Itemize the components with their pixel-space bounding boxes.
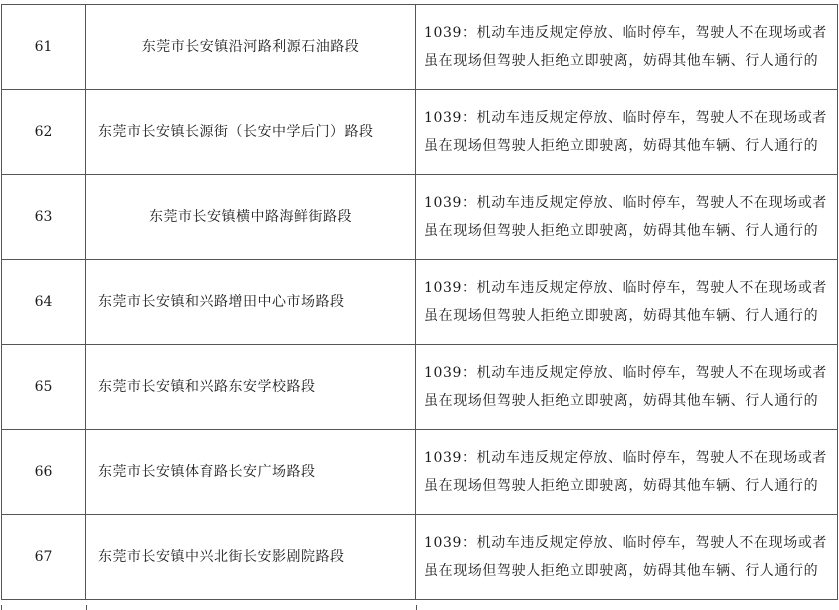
violation-description [416, 345, 838, 430]
table-row [2, 175, 838, 260]
row-number: 65 [2, 345, 86, 430]
violation-text: 1039：机动车违反规定停放、临时停车，驾驶人不在现场或者虽在现场但驾驶人拒绝立即驶离，妨碍其他车辆、行人通行的 [424, 110, 828, 154]
road-section: 东莞市长安镇和兴路东安学校路段 [86, 345, 416, 430]
violation-text: 1039：机动车违反规定停放、临时停车，驾驶人不在现场或者虽在现场但驾驶人拒绝立即驶离，妨碍其他车辆、行人通行的 [424, 280, 828, 324]
road-section: 东莞市长安镇中兴北街长安影剧院路段 [86, 515, 416, 600]
road-section: 东莞市长安镇和兴路增田中心市场路段 [86, 260, 416, 345]
violation-text: 1039：机动车违反规定停放、临时停车，驾驶人不在现场或者虽在现场但驾驶人拒绝立即驶离，妨碍其他车辆、行人通行的 [424, 365, 828, 409]
row-number: 66 [2, 430, 86, 515]
violation-location-table [1, 4, 838, 600]
table-row [2, 515, 838, 600]
table-row [2, 430, 838, 515]
violation-description [416, 175, 838, 260]
violation-text: 1039：机动车违反规定停放、临时停车，驾驶人不在现场或者虽在现场但驾驶人拒绝立即驶离，妨碍其他车辆、行人通行的 [424, 195, 828, 239]
road-section: 东莞市长安镇长源街（长安中学后门）路段 [86, 90, 416, 175]
road-section: 东莞市长安镇横中路海鲜街路段 [86, 175, 416, 260]
row-number: 63 [2, 175, 86, 260]
row-number: 64 [2, 260, 86, 345]
column-divider [86, 605, 87, 610]
violation-description [416, 260, 838, 345]
violation-description [416, 90, 838, 175]
table-row [2, 90, 838, 175]
column-divider [416, 605, 417, 610]
next-row-edge [1, 605, 838, 610]
violation-description [416, 515, 838, 600]
violation-description [416, 5, 838, 90]
violation-text: 1039：机动车违反规定停放、临时停车，驾驶人不在现场或者虽在现场但驾驶人拒绝立即驶离，妨碍其他车辆、行人通行的 [424, 535, 828, 579]
table-row [2, 5, 838, 90]
violation-text: 1039：机动车违反规定停放、临时停车，驾驶人不在现场或者虽在现场但驾驶人拒绝立即驶离，妨碍其他车辆、行人通行的 [424, 25, 828, 69]
row-number: 67 [2, 515, 86, 600]
road-section: 东莞市长安镇沿河路利源石油路段 [86, 5, 416, 90]
road-section: 东莞市长安镇体育路长安广场路段 [86, 430, 416, 515]
violation-text: 1039：机动车违反规定停放、临时停车，驾驶人不在现场或者虽在现场但驾驶人拒绝立即驶离，妨碍其他车辆、行人通行的 [424, 450, 828, 494]
row-number: 62 [2, 90, 86, 175]
row-number: 61 [2, 5, 86, 90]
table-body [2, 5, 838, 600]
violation-description [416, 430, 838, 515]
table-row [2, 345, 838, 430]
table-row [2, 260, 838, 345]
